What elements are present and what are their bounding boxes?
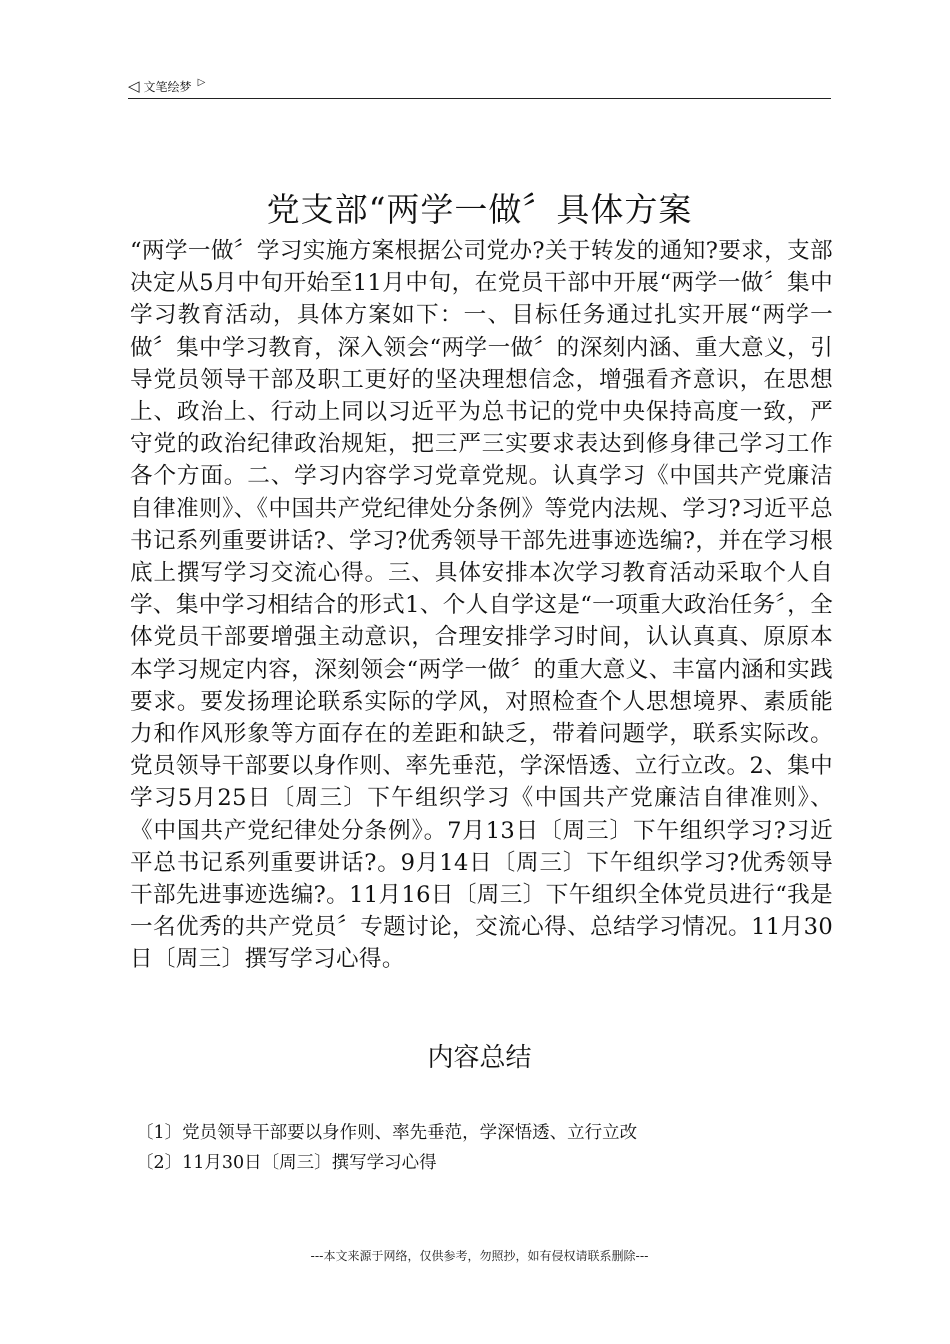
document-title: 党支部“两学一做〞具体方案 <box>266 190 693 229</box>
summary-item: 〔1〕党员领导干部要以身作则、率先垂范，学深悟透、立行立改 <box>136 1123 638 1143</box>
footer-notice: ---本文来源于网络，仅供参考，勿照抄，如有侵权请联系删除--- <box>310 1249 649 1263</box>
summary-list <box>136 1118 826 1178</box>
header-brand: 文笔绘梦 <box>143 79 192 94</box>
triangle-right-icon: ▷ <box>197 77 206 88</box>
summary-title: 内容总结 <box>427 1043 532 1073</box>
document-body: “两学一做〞学习实施方案根据公司党办?关于转发的通知?要求，支部决定从5月中旬开始至11月中旬，在党员干部中开展“两学一做〞集中学习教育活动，具体方案如下：一、目标任务通过扎实开展“两学一做〞集中学习教育，深入领会“两学一做〞的深刻内涵、重大意义，引导党员领导干部及职工更好的坚决理想信念，增强看齐意识，在思想上、政治上、行动上同以习近平为总书记的党中央保持高度一致，严守党的政治纪律政治规矩，把三严三实要求表达到修身律己学习工作各个方面。二、学习内容学习党章党规。认真学习《中国共产党廉洁自律准则》、《中国共产党纪律处分条例》等党内法规、学习?习近平总书记系列重要讲话?、学习?优秀领导干部先进事迹选编?，并在学习根底上撰写学习交流心得。三、具体安排本次学习教育活动采取个人自学、集中学习相结合的形式1、个人自学这是“一项重大政治任务〞，全体党员干部要增强主动意识，合理安排学习时间，认认真真、原原本本学习规定内容，深刻领会“两学一做〞的重大意义、丰富内涵和实践要求。要发扬理论联系实际的学风，对照检查个人思想境界、素质能力和作风形象等方面存在的差距和缺乏，带着问题学，联系实际改。党员领导干部要以身作则、率先垂范，学深悟透、立行立改。2、集中学习5月25日〔周三〕下午组织学习《中国共产党廉洁自律准则》、《中国共产党纪律处分条例》。7月13日〔周三〕下午组织学习?习近平总书记系列重要讲话?。9月14日〔周三〕下午组织学习?优秀领导干部先进事迹选编?。11月16日〔周三〕下午组织全体党员进行“我是一名优秀的共产党员〞专题讨论，交流心得、总结学习情况。11月30日〔周三〕撰写学习心得。 <box>130 238 833 973</box>
triangle-left-icon: ◁ <box>128 76 140 95</box>
page-header <box>128 74 831 99</box>
summary-item: 〔2〕11月30日〔周三〕撰写学习心得 <box>136 1153 437 1173</box>
